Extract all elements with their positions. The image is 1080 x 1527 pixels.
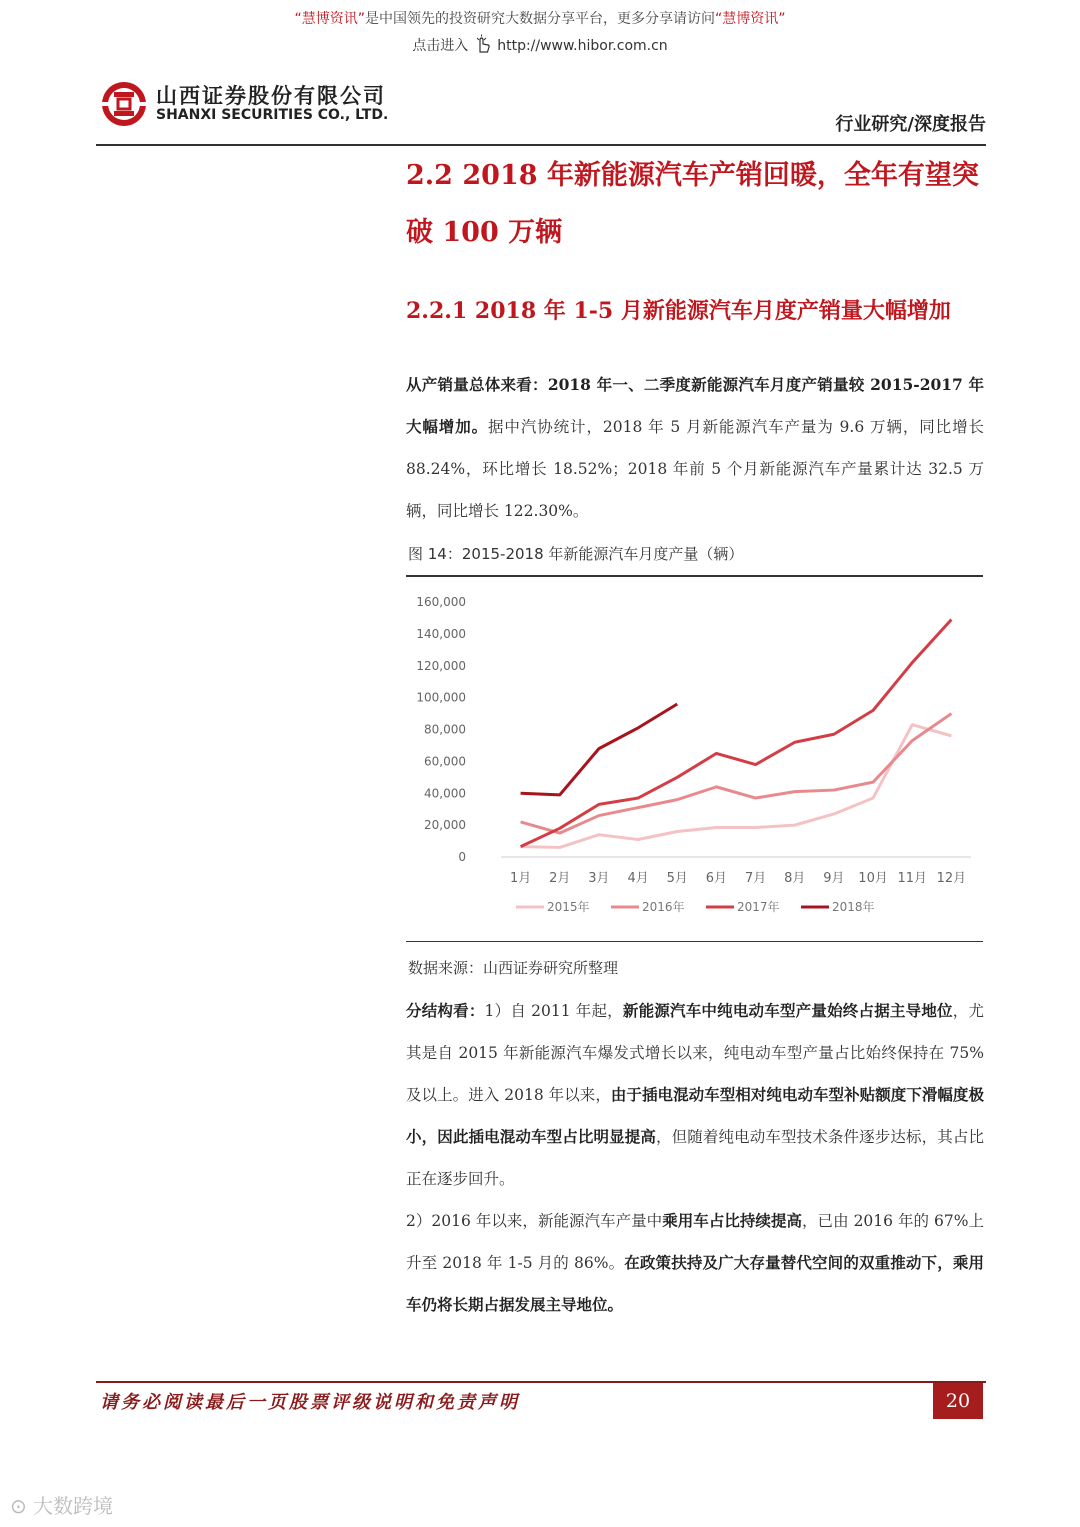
y-tick-label: 160,000	[416, 595, 466, 609]
section-title-line1: 2.2 2018 年新能源汽车产销回暖，全年有望突	[406, 160, 979, 191]
company-name-cn: 山西证券股份有限公司	[156, 84, 386, 108]
structure-label: 分结构看：	[406, 1001, 485, 1020]
watermark-text: 大数跨境	[33, 1494, 114, 1518]
paragraph-overview-bold: 从产销量总体来看：2018 年一、二季度新能源汽车月度产销量较 2015-2017 年大幅增加。	[406, 375, 984, 436]
legend-label: 2015年	[547, 900, 590, 914]
page-number: 20	[933, 1383, 983, 1419]
footer-disclaimer: 请务必阅读最后一页股票评级说明和免责声明	[100, 1392, 520, 1413]
legend-label: 2017年	[737, 900, 780, 914]
figure-title: 图 14：2015-2018 年新能源汽车月度产量（辆）	[408, 545, 744, 563]
structure-text-3: ，但随着纯电动车型技术条件逐步达标，其占比正在逐步回升。	[406, 1128, 984, 1188]
paragraph-structure	[406, 990, 984, 1326]
series-line-2015年	[521, 725, 952, 848]
structure-text-4: 2）2016 年以来，新能源汽车产量中	[406, 1212, 663, 1230]
y-axis-labels	[416, 595, 466, 864]
structure-bold-4: 在政策扶持及广大存量替代空间的双重推动下，乘用车仍将长期占据发展主导地位。	[406, 1253, 984, 1314]
figure-top-rule	[406, 575, 983, 577]
paragraph-overview-text: 据中汽协统计，2018 年 5 月新能源汽车产量为 9.6 万辆，同比增长 88.24%，环比增长 18.52%；2018 年前 5 个月新能源汽车产量累计达 32.5 万辆，同比增长 122.30%。	[406, 418, 984, 520]
x-tick-label: 11月	[897, 871, 928, 886]
structure-text-5: ，已由 2016 年的 67%上升至 2018 年 1-5 月的 86%。	[406, 1212, 984, 1272]
paragraph-overview	[406, 364, 984, 532]
report-type: 行业研究/深度报告	[835, 114, 986, 135]
y-tick-label: 80,000	[424, 722, 466, 737]
x-tick-label: 10月	[858, 871, 888, 886]
y-tick-label: 60,000	[424, 754, 466, 769]
x-tick-label: 9月	[823, 871, 845, 886]
y-tick-label: 100,000	[416, 690, 466, 705]
y-tick-label: 40,000	[424, 786, 466, 801]
watermark	[10, 1490, 113, 1519]
structure-text-1: 1）自 2011 年起，	[484, 1002, 623, 1020]
banner-url-link[interactable]: http://www.hibor.com.cn	[497, 38, 668, 54]
banner-enter: 点击进入	[412, 38, 469, 54]
x-tick-label: 2月	[549, 871, 571, 886]
structure-bold-3: 乘用车占比持续提高	[662, 1211, 803, 1230]
banner-brand-2: “慧博资讯”	[715, 11, 786, 27]
subsection-title: 2.2.1 2018 年 1-5 月新能源汽车月度产销量大幅增加	[406, 298, 951, 324]
y-tick-label: 20,000	[424, 818, 466, 833]
banner-text: 是中国领先的投资研究大数据分享平台，更多分享请访问	[365, 11, 715, 27]
structure-bold-2: 由于插电混动车型相对纯电动车型补贴额度下滑幅度极小，因此插电混动车型占比明显提高	[406, 1085, 984, 1146]
x-tick-label: 3月	[588, 871, 610, 886]
x-tick-label: 7月	[744, 871, 767, 886]
company-logo-icon	[100, 80, 148, 128]
company-name-en: SHANXI SECURITIES CO., LTD.	[156, 107, 389, 123]
figure-bottom-rule	[406, 941, 983, 942]
watermark-logo-icon: ⊙	[10, 1494, 27, 1518]
banner-link-row[interactable]	[0, 34, 1080, 55]
footer-rule	[96, 1381, 986, 1383]
chart-legend	[516, 899, 875, 914]
figure-source: 数据来源：山西证券研究所整理	[408, 959, 619, 977]
pointer-hand-icon	[473, 34, 493, 54]
top-banner	[0, 8, 1080, 28]
x-tick-label: 5月	[666, 871, 688, 886]
series-lines	[521, 620, 952, 848]
x-tick-label: 4月	[627, 871, 649, 886]
production-line-chart	[406, 580, 983, 936]
structure-text-2: ，尤其是自 2015 年新能源汽车爆发式增长以来，纯电动车型产量占比始终保持在 75%及以上。进入 2018 年以来，	[406, 1002, 984, 1104]
x-tick-label: 8月	[784, 871, 806, 886]
y-tick-label: 0	[458, 850, 466, 864]
banner-brand: “慧博资讯”	[294, 11, 365, 27]
series-line-2018年	[521, 704, 678, 795]
x-tick-label: 12月	[936, 871, 967, 886]
y-tick-label: 140,000	[416, 626, 466, 641]
y-tick-label: 120,000	[416, 658, 466, 673]
series-line-2017年	[521, 620, 952, 847]
x-axis-labels	[510, 871, 966, 886]
structure-bold-1: 新能源汽车中纯电动车型产量始终占据主导地位	[622, 1001, 953, 1020]
header-divider	[96, 144, 986, 146]
legend-label: 2018年	[832, 900, 875, 914]
section-title-line2: 破 100 万辆	[406, 217, 563, 248]
legend-label: 2016年	[642, 900, 685, 914]
x-tick-label: 6月	[705, 871, 728, 886]
x-tick-label: 1月	[509, 871, 532, 886]
